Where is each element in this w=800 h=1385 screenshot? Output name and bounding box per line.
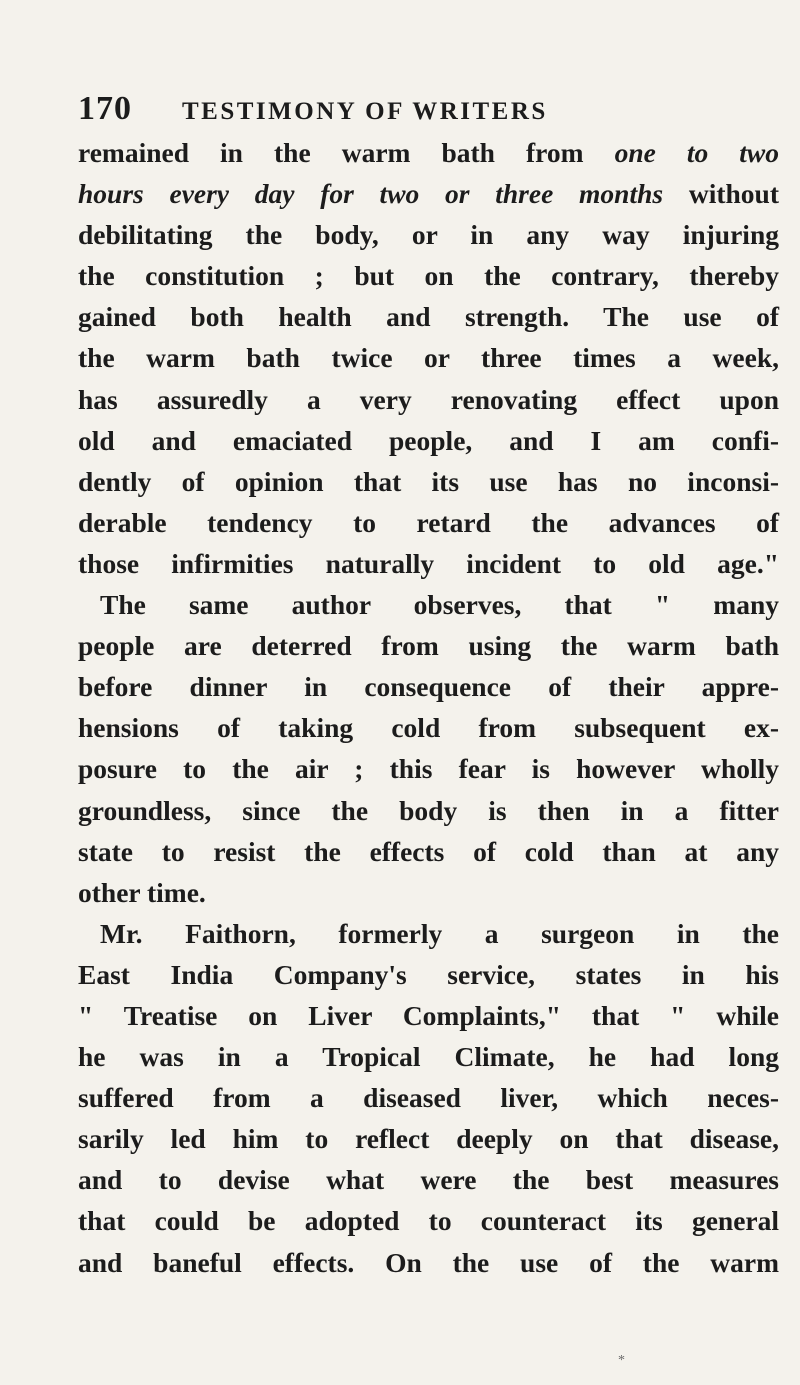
text-line: The same author observes, that " many <box>100 589 779 621</box>
body-text <box>78 132 779 1283</box>
page-number: 170 <box>78 90 132 127</box>
text-line: remained in the warm bath from one to two <box>78 137 780 168</box>
text-line: has assuredly a very renovating effect upon <box>78 383 779 415</box>
text-line: and to devise what were the best measures <box>78 1164 779 1196</box>
text-line: dently of opinion that its use has no inconsi- <box>78 465 779 497</box>
text-line: East India Company's service, states in his <box>78 958 779 990</box>
text-line: old and emaciated people, and I am confi- <box>78 424 779 456</box>
text-line: derable tendency to retard the advances of <box>78 506 779 538</box>
text-line: hours every day for two or three months without <box>78 178 780 210</box>
text-line: and baneful effects. On the use of the warm <box>78 1246 779 1278</box>
text-line: " Treatise on Liver Complaints," that " while <box>78 999 779 1031</box>
text-line: sarily led him to reflect deeply on that disease, <box>78 1123 779 1155</box>
text-line: state to resist the effects of cold than at any <box>78 835 779 867</box>
text-line: debilitating the body, or in any way injuring <box>78 219 779 251</box>
text-line: gained both health and strength. The use of <box>78 301 779 333</box>
text-line: suffered from a diseased liver, which neces- <box>78 1082 779 1114</box>
text-line: the constitution ; but on the contrary, thereby <box>78 260 779 292</box>
text-line: the warm bath twice or three times a week, <box>78 342 779 374</box>
running-title: TESTIMONY OF WRITERS <box>182 98 548 125</box>
text-line: groundless, since the body is then in a fitter <box>78 794 779 826</box>
text-line: Mr. Faithorn, formerly a surgeon in the <box>100 917 779 949</box>
text-line: hensions of taking cold from subsequent ex- <box>78 712 779 744</box>
text-line: posure to the air ; this fear is however wholly <box>78 753 779 785</box>
text-line: before dinner in consequence of their appre- <box>78 671 779 703</box>
text-line: people are deterred from using the warm bath <box>78 630 779 662</box>
text-line: that could be adopted to counteract its general <box>78 1205 779 1237</box>
text-line: other time. <box>78 876 206 908</box>
text-line: he was in a Tropical Climate, he had long <box>78 1041 779 1073</box>
signature-mark: * <box>618 1353 625 1368</box>
page-header <box>78 90 778 130</box>
text-line: those infirmities naturally incident to old age." <box>78 547 779 579</box>
